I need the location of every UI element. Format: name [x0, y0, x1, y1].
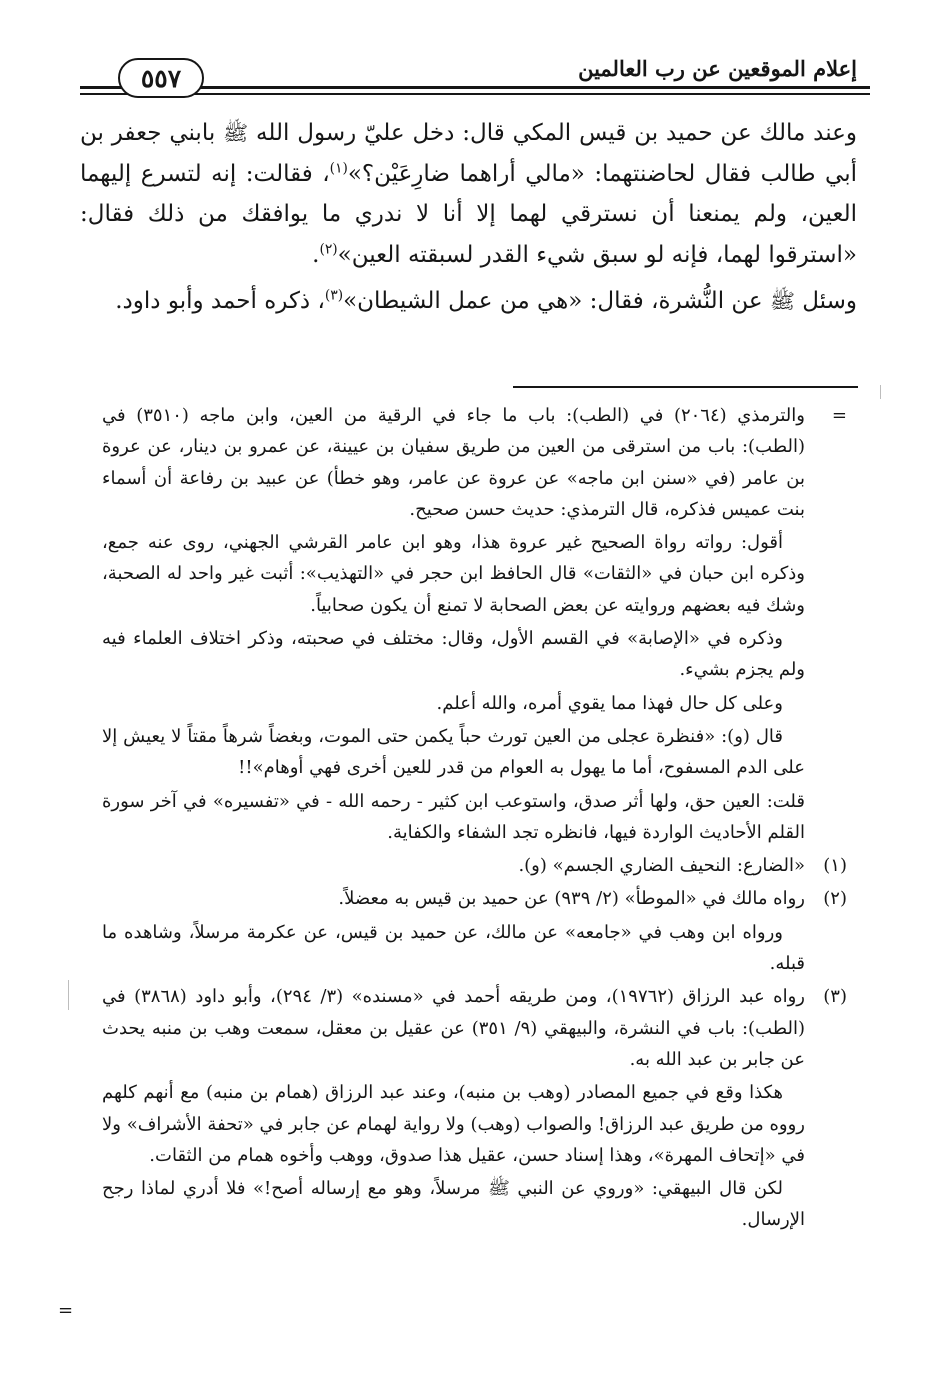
continuation-mark: = — [58, 1300, 74, 1321]
footnote-marker: (٣) — [823, 986, 847, 1008]
footnote-paragraph: والترمذي (٢٠٦٤) في (الطب): باب ما جاء في الرقية من العين، وابن ماجه (٣٥١٠) في (الطب): باب من استرقى من العين من طريق سفيان بن عيينة، عن عمرو بن دينار، عن عروة بن عامر (في «سنن ابن ماجه» عن عروة عن عامر، وهو خطأ) عن عبيد بن رفاعة أن أسماء بنت عميس فذكره، قال الترمذي: حديث حسن صحيح. — [102, 405, 805, 520]
footnote-paragraph: قلت: العين حق، ولها أثر صدق، واستوعب ابن كثير - رحمه الله - في «تفسيره» في آخر سورة القلم الأحاديث الواردة فيها، فانظره تجد الشفاء والكفاية. — [102, 790, 805, 843]
scan-mark — [880, 385, 881, 399]
footnote-paragraph: ورواه ابن وهب في «جامعه» عن مالك، عن حميد بن قيس، عن عكرمة مرسلاً، وشاهده ما قبله. — [102, 921, 805, 975]
footnote-paragraph: لكن قال البيهقي: «وروي عن النبي ﷺ مرسلاً، وهو مع إرساله أصح!» فلا أدري لماذا رجح الإرسال. — [102, 1178, 805, 1231]
salawat-ligature: ﷺ — [769, 289, 795, 313]
footnote-1 — [102, 850, 847, 881]
footnote-paragraph: أقول: رواته رواة الصحيح غير عروة هذا، وهو ابن عامر القرشي الجهني، روى عنه جمع، وذكره ابن حبان في «الثقات» قال الحافظ ابن حجر في «التهذيب»: أثبت غير واحد له الصحبة، وشك فيه بعضهم وروايته عن بعض الصحابة لا تمنع أن يكون صحابياً. — [102, 532, 805, 616]
footnote-paragraph: رواه عبد الرزاق (١٩٧٦٢)، ومن طريقه أحمد في «مسنده» (٣/ ٢٩٤)، وأبو داود (٣٨٦٨) في (الطب): باب في النشرة، والبيهقي (٩/ ٣٥١) عن عقيل بن معقل، سمعت وهب بن منبه يحدث عن جابر بن عبد الله به. — [102, 986, 806, 1070]
salawat-ligature: ﷺ — [223, 121, 249, 145]
page-number: ٥٥٧ — [118, 58, 204, 98]
header-rule-thin — [80, 93, 870, 95]
footnote-2 — [102, 883, 847, 979]
scan-mark — [68, 980, 69, 1010]
footnote-3 — [102, 981, 847, 1235]
footnote-marker: = — [831, 405, 847, 426]
main-paragraph-1: وعند مالك عن حميد بن قيس المكي قال: دخل عليّ رسول الله ﷺ بابني جعفر بن أبي طالب فقال لحاضنتهما: «مالي أراهما ضارِعَيْن؟»$^{(١)}$، فقالت: إنه لتسرع إليهما العين، ولم يمنعنا أن نسترقي لهما إلا أنا لا ندري ما يوافقك من ذلك فقال: «استرقوا لهما، فإنه لو سبق شيء القدر لسبقته العين»$^{(٢)}$. — [80, 120, 858, 268]
footnote-paragraph: «الضارع: النحيف الضاري الجسم» (و). — [518, 855, 805, 877]
footnote-ref-3: (٣) — [324, 287, 344, 304]
main-paragraph-2: وسئل ﷺ عن النُّشرة، فقال: «هي من عمل الشيطان»$^{(٣)}$، ذكره أحمد وأبو داود. — [115, 287, 857, 314]
footnote-ref-1: (١) — [329, 159, 348, 176]
footnote-paragraph: وعلى كل حال فهذا مما يقوي أمره، والله أعلم. — [436, 692, 783, 714]
footnote-paragraph: وذكره في «الإصابة» في القسم الأول، وقال: مختلف في صحبته، وذكر اختلاف العلماء فيه ولم يجزم بشيء. — [102, 628, 805, 681]
footnotes — [102, 400, 847, 1236]
footnote-marker: (٢) — [823, 888, 847, 910]
main-text — [80, 113, 857, 322]
footnote-paragraph: قال (و): «فنظرة عجلى من العين تورث حباً يكمن حتى الموت، وبغضاً شرهاً مقتاً لا يعيش إلا على الدم المسفوح، أما ما يهول به العوام من قدر للعين أخرى فهي أوهام»!! — [102, 725, 805, 779]
footnote-paragraph: هكذا وقع في جميع المصادر (وهب بن منبه)، وعند عبد الرزاق (همام بن منبه) مع أنهم كلهم رووه من طريق عبد الرزاق! والصواب (وهب) ولا رواية لهمام عن جابر في «تحفة الأشراف» ولا في «إتحاف المهرة»، وهذا إسناد حسن، عقيل هذا صدوق، ووهب وأخوه همام من الثقات. — [102, 1082, 805, 1166]
footnote-separator — [513, 386, 858, 388]
footnote-marker: (١) — [823, 855, 847, 877]
running-title: إعلام الموقعين عن رب العالمين — [578, 56, 857, 81]
footnote-paragraph: رواه مالك في «الموطأ» (٢/ ٩٣٩) عن حميد بن قيس به معضلاً. — [338, 888, 805, 910]
footnote-continued — [102, 400, 847, 848]
footnote-ref-2: (٢) — [319, 240, 338, 257]
